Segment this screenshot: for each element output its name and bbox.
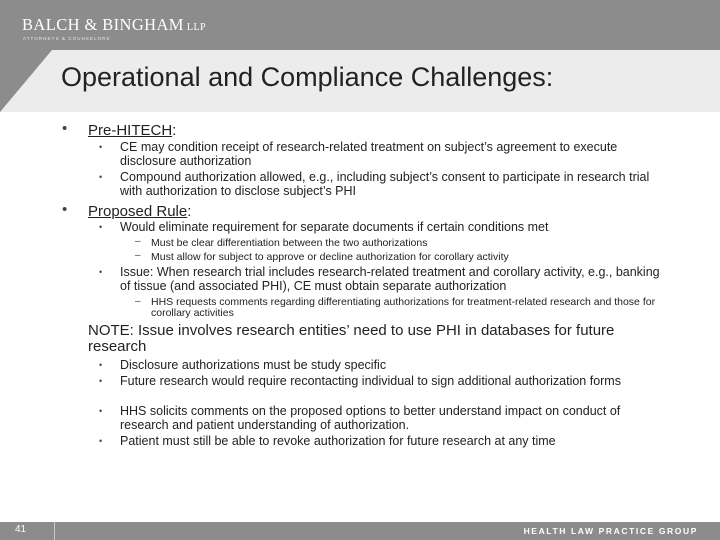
practice-group-name: HEALTH LAW PRACTICE GROUP <box>523 526 698 536</box>
bullet-marker: • <box>62 201 68 218</box>
list-item: Compound authorization allowed, e.g., including subject’s consent to participate in research trial with authorization to disclose subject’s PHI <box>120 170 650 198</box>
bullet-marker: • <box>99 406 103 416</box>
list-item: Future research would require recontacting individual to sign additional authorization forms <box>120 374 621 388</box>
section-heading-text: Proposed Rule <box>88 203 188 220</box>
note-text: NOTE: Issue involves research entities’ need to use PHI in databases for future research <box>88 322 615 355</box>
title-wedge <box>0 50 52 112</box>
footer-divider <box>54 522 55 540</box>
footer-bar <box>0 522 720 540</box>
firm-suffix: LLP <box>186 22 207 33</box>
firm-tagline: ATTORNEYS & COUNSELORS <box>23 36 111 41</box>
section-heading-text: Pre-HITECH <box>88 122 173 139</box>
list-item: Patient must still be able to revoke authorization for future research at any time <box>120 434 556 448</box>
list-item: HHS solicits comments on the proposed options to better understand impact on conduct of research and patient understanding of authorization. <box>120 404 621 432</box>
list-item: CE may condition receipt of research-related treatment on subject’s agreement to execute disclosure authorization <box>120 140 618 168</box>
section-heading-colon: : <box>187 203 192 220</box>
firm-logo <box>22 15 206 35</box>
sub-list-item: HHS requests comments regarding differentiating authorizations for treatment-related research and those for corollary activities <box>151 296 656 319</box>
sub-list-item: Must be clear differentiation between the two authorizations <box>151 237 428 249</box>
list-item: Disclosure authorizations must be study specific <box>120 358 387 372</box>
header-bar <box>0 0 720 50</box>
bullet-marker: • <box>99 436 103 446</box>
dash-marker: – <box>135 236 141 247</box>
sub-list-item: Must allow for subject to approve or decline authorization for corollary activity <box>151 251 509 263</box>
list-item: Would eliminate requirement for separate documents if certain conditions met <box>120 220 549 234</box>
bullet-marker: • <box>99 172 103 182</box>
section-heading-colon: : <box>172 122 177 139</box>
list-item: Issue: When research trial includes research-related treatment and corollary activity, e.g., banking of tissue (and associated PHI), CE must obtain separate authorization <box>120 265 660 293</box>
slide-title: Operational and Compliance Challenges: <box>61 62 554 92</box>
bullet-marker: • <box>99 222 103 232</box>
section-heading-prehitech <box>88 122 176 139</box>
bullet-marker: • <box>99 360 103 370</box>
firm-name: BALCH & BINGHAM <box>22 15 184 34</box>
dash-marker: – <box>135 250 141 261</box>
dash-marker: – <box>135 296 141 307</box>
bullet-marker: • <box>62 120 68 137</box>
page-number: 41 <box>15 524 27 535</box>
bullet-marker: • <box>99 267 103 277</box>
bullet-marker: • <box>99 376 103 386</box>
section-heading-proposed-rule <box>88 203 191 220</box>
bullet-marker: • <box>99 142 103 152</box>
